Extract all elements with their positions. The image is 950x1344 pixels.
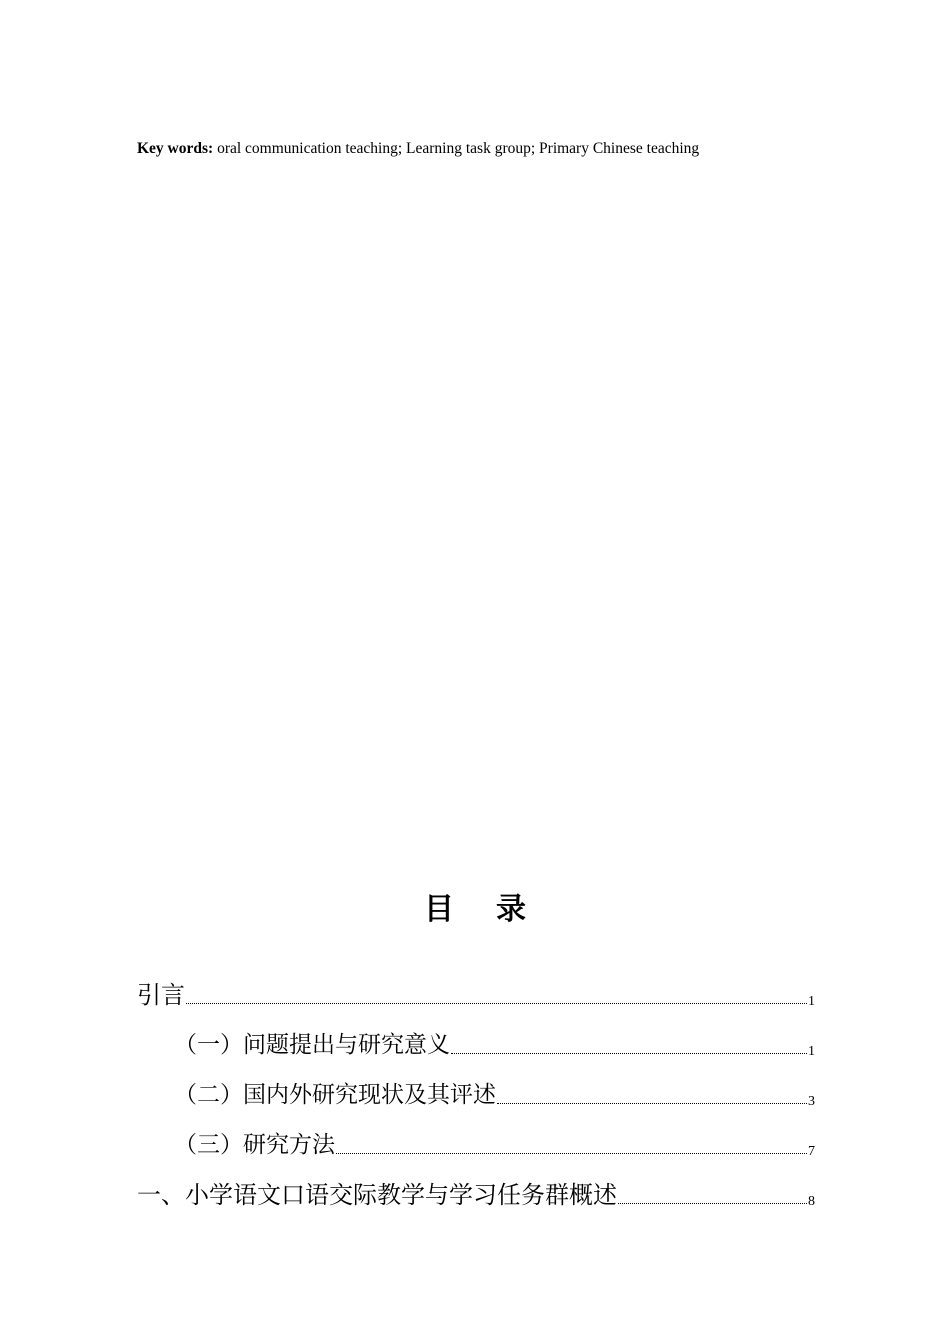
keywords-text: oral communication teaching; Learning task group; Primary Chinese teaching <box>213 140 700 157</box>
toc-dot-leader <box>186 1003 807 1004</box>
toc-entry-research-methods[interactable] <box>137 1112 815 1162</box>
toc-dot-leader <box>336 1153 807 1154</box>
keywords-line <box>137 139 699 159</box>
toc-title <box>0 890 950 930</box>
toc-title-left: 目 <box>424 892 454 927</box>
toc-entry-text: （三）研究方法 <box>174 1132 335 1158</box>
toc-dot-leader <box>497 1103 807 1104</box>
toc-page-number: 7 <box>808 1144 815 1159</box>
toc-dot-leader <box>618 1203 807 1204</box>
toc-title-right: 录 <box>496 892 526 927</box>
toc-page-number: 1 <box>808 1044 815 1059</box>
toc-entry-chapter-one[interactable] <box>137 1162 815 1212</box>
toc-entry-text: 引言 <box>137 981 185 1009</box>
keywords-label: Key words: <box>137 140 214 157</box>
toc-page-number: 3 <box>808 1094 815 1109</box>
toc-entry-text: 一、小学语文口语交际教学与学习任务群概述 <box>137 1181 617 1209</box>
toc-entry-research-status[interactable] <box>137 1062 815 1112</box>
toc-entry-text: （二）国内外研究现状及其评述 <box>174 1082 496 1108</box>
toc-dot-leader <box>451 1053 807 1054</box>
toc-list <box>137 962 815 1212</box>
toc-entry-text: （一）问题提出与研究意义 <box>174 1032 450 1058</box>
toc-page-number: 1 <box>808 994 815 1009</box>
toc-entry-problem-significance[interactable] <box>137 1012 815 1062</box>
toc-entry-intro[interactable] <box>137 962 815 1012</box>
toc-page-number: 8 <box>808 1194 815 1209</box>
